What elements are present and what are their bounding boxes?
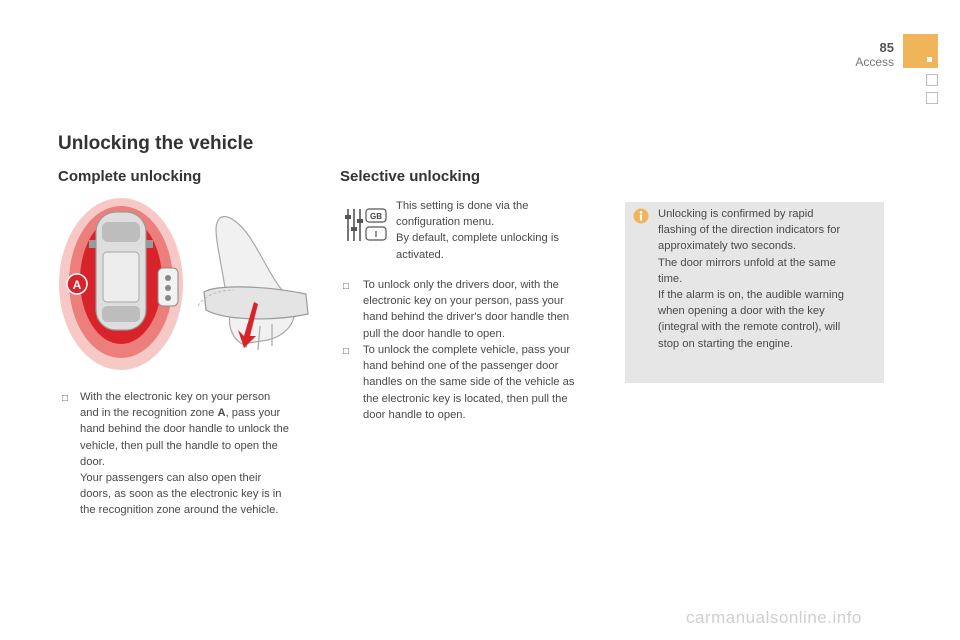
hand-door-handle-icon: [198, 217, 308, 350]
bullet-icon: □: [343, 281, 350, 292]
recognition-zone-illustration: [58, 198, 320, 374]
info-note-text: Unlocking is confirmed by rapid flashing of the direction indicators for approximately two seconds. The door mirrors unfold at the same time. If the alarm is on, the audible warning when opening a door with the key (integral with the remote control), will stop on starting the engine.: [658, 208, 844, 350]
tab-marker-icon: [927, 57, 932, 62]
selective-intro-text: This setting is done via the configuration menu. By default, complete unlocking is activated.: [396, 200, 559, 261]
bullet-icon: □: [62, 393, 69, 404]
chapter-tab-empty[interactable]: [926, 74, 938, 86]
key-fob-icon: [158, 268, 178, 306]
complete-unlocking-heading: Complete unlocking: [58, 168, 202, 185]
zone-a-reference: A: [217, 407, 226, 420]
settings-menu-icon: [344, 205, 390, 245]
chapter-tab[interactable]: [903, 34, 938, 68]
bullet-icon: □: [343, 346, 350, 357]
car-top-view-icon: [89, 212, 153, 330]
selective-step-complete-vehicle: To unlock the complete vehicle, pass your hand behind one of the passenger door handles on the same side of the vehicle as the electronic key is located, then pull the door handle to open.: [363, 344, 575, 421]
section-label: Access: [855, 55, 894, 69]
svg-text:I: I: [374, 230, 378, 239]
page-title: Unlocking the vehicle: [58, 133, 254, 154]
page-number: 85: [879, 40, 894, 55]
zone-a-label: A: [72, 278, 82, 292]
selective-step-driver-door: To unlock only the drivers door, with the electronic key on your person, pass your hand behind the driver's door handle then pull the door handle to open.: [363, 279, 570, 340]
info-icon: [633, 208, 649, 224]
chapter-tab-empty[interactable]: [926, 92, 938, 104]
svg-text:GB: GB: [370, 212, 382, 221]
watermark: carmanualsonline.info: [686, 608, 862, 627]
complete-unlocking-text: With the electronic key on your person and in the recognition zone A, pass your hand behind the door handle to unlock the vehicle, then pull the handle to open the door. Your passengers can also open their doors, as soon as the electronic key is in the recognition zone around the vehicle.: [80, 391, 290, 517]
selective-unlocking-heading: Selective unlocking: [340, 168, 481, 185]
